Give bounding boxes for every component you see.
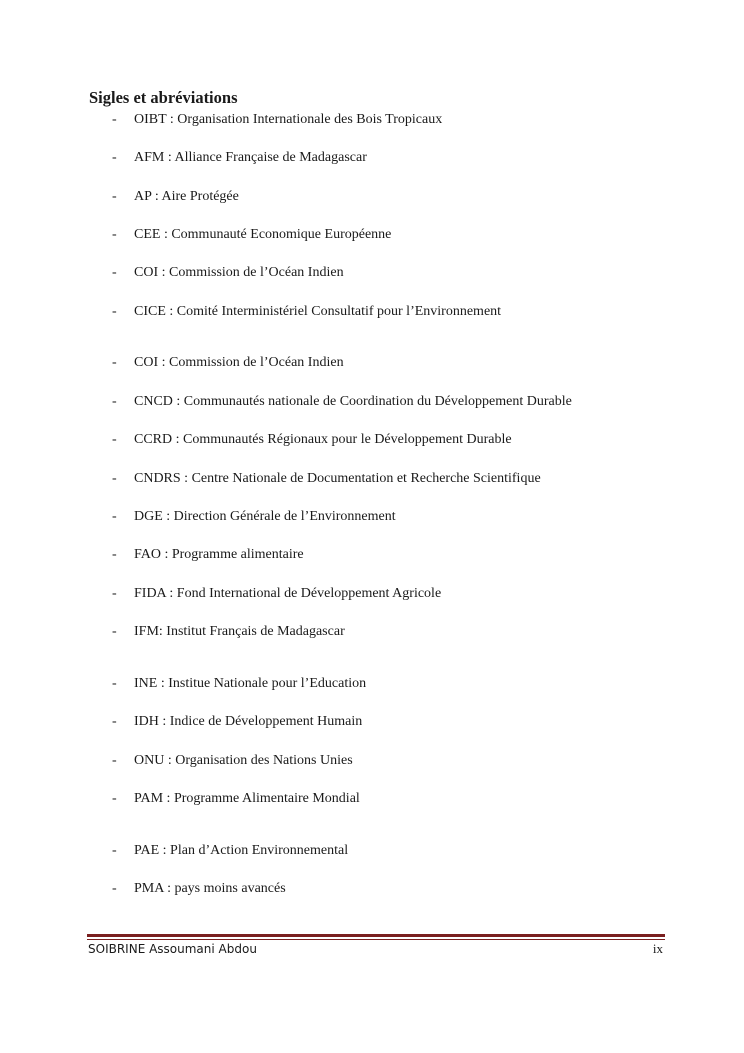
list-bullet: - bbox=[112, 227, 117, 242]
list-bullet: - bbox=[112, 791, 117, 806]
page-number: ix bbox=[652, 941, 663, 956]
list-item-text: DGE : Direction Générale de l’Environnement bbox=[134, 509, 396, 524]
list-bullet: - bbox=[112, 753, 117, 768]
list-item bbox=[0, 675, 700, 693]
list-item-text: COI : Commission de l’Océan Indien bbox=[134, 265, 344, 280]
list-item-text: CCRD : Communautés Régionaux pour le Développement Durable bbox=[134, 432, 512, 447]
list-item bbox=[0, 508, 700, 526]
list-item bbox=[0, 546, 700, 564]
list-item-text: IDH : Indice de Développement Humain bbox=[134, 714, 363, 729]
list-item bbox=[0, 393, 700, 411]
list-bullet: - bbox=[112, 265, 117, 280]
list-bullet: - bbox=[112, 676, 117, 691]
list-item bbox=[0, 585, 700, 603]
list-bullet: - bbox=[112, 843, 117, 858]
list-item-text: PAE : Plan d’Action Environnemental bbox=[134, 843, 349, 858]
list-item bbox=[0, 226, 700, 244]
list-item-text: FAO : Programme alimentaire bbox=[134, 547, 304, 562]
list-bullet: - bbox=[112, 471, 117, 486]
list-item-text: PMA : pays moins avancés bbox=[134, 881, 286, 896]
list-bullet: - bbox=[112, 112, 117, 127]
list-item-text: AFM : Alliance Française de Madagascar bbox=[134, 150, 367, 165]
list-item-text: OIBT : Organisation Internationale des Bois Tropicaux bbox=[134, 112, 443, 127]
list-item bbox=[0, 264, 700, 282]
list-item-text: AP : Aire Protégée bbox=[134, 189, 239, 204]
list-item-text: INE : Institue Nationale pour l’Education bbox=[134, 676, 367, 691]
list-item bbox=[0, 303, 700, 321]
footer-author: SOIBRINE Assoumani Abdou bbox=[88, 942, 257, 956]
list-bullet: - bbox=[112, 547, 117, 562]
list-bullet: - bbox=[112, 432, 117, 447]
list-item-text: FIDA : Fond International de Développement Agricole bbox=[134, 586, 442, 601]
list-item bbox=[0, 880, 700, 898]
list-item bbox=[0, 470, 700, 488]
list-item bbox=[0, 431, 700, 449]
list-item bbox=[0, 713, 700, 731]
list-item-text: CEE : Communauté Economique Européenne bbox=[134, 227, 392, 242]
list-bullet: - bbox=[112, 881, 117, 896]
list-bullet: - bbox=[112, 624, 117, 639]
list-bullet: - bbox=[112, 394, 117, 409]
list-item-text: CNCD : Communautés nationale de Coordination du Développement Durable bbox=[134, 394, 572, 409]
list-item-text: ONU : Organisation des Nations Unies bbox=[134, 753, 353, 768]
footer-divider bbox=[87, 934, 665, 937]
list-bullet: - bbox=[112, 586, 117, 601]
list-item-text: COI : Commission de l’Océan Indien bbox=[134, 355, 344, 370]
list-bullet: - bbox=[112, 189, 117, 204]
list-item bbox=[0, 149, 700, 167]
list-item-text: CNDRS : Centre Nationale de Documentation et Recherche Scientifique bbox=[134, 471, 541, 486]
list-item bbox=[0, 354, 700, 372]
list-item-text: IFM: Institut Français de Madagascar bbox=[134, 624, 345, 639]
list-item bbox=[0, 842, 700, 860]
list-bullet: - bbox=[112, 714, 117, 729]
list-item-text: CICE : Comité Interministériel Consultatif pour l’Environnement bbox=[134, 304, 502, 319]
list-bullet: - bbox=[112, 150, 117, 165]
list-item bbox=[0, 111, 700, 129]
list-bullet: - bbox=[112, 355, 117, 370]
page-title: Sigles et abréviations bbox=[89, 88, 238, 107]
footer-divider-thin bbox=[87, 939, 665, 940]
list-item bbox=[0, 188, 700, 206]
list-item bbox=[0, 752, 700, 770]
list-bullet: - bbox=[112, 304, 117, 319]
list-bullet: - bbox=[112, 509, 117, 524]
list-item-text: PAM : Programme Alimentaire Mondial bbox=[134, 791, 360, 806]
list-item bbox=[0, 790, 700, 808]
list-item bbox=[0, 623, 700, 641]
